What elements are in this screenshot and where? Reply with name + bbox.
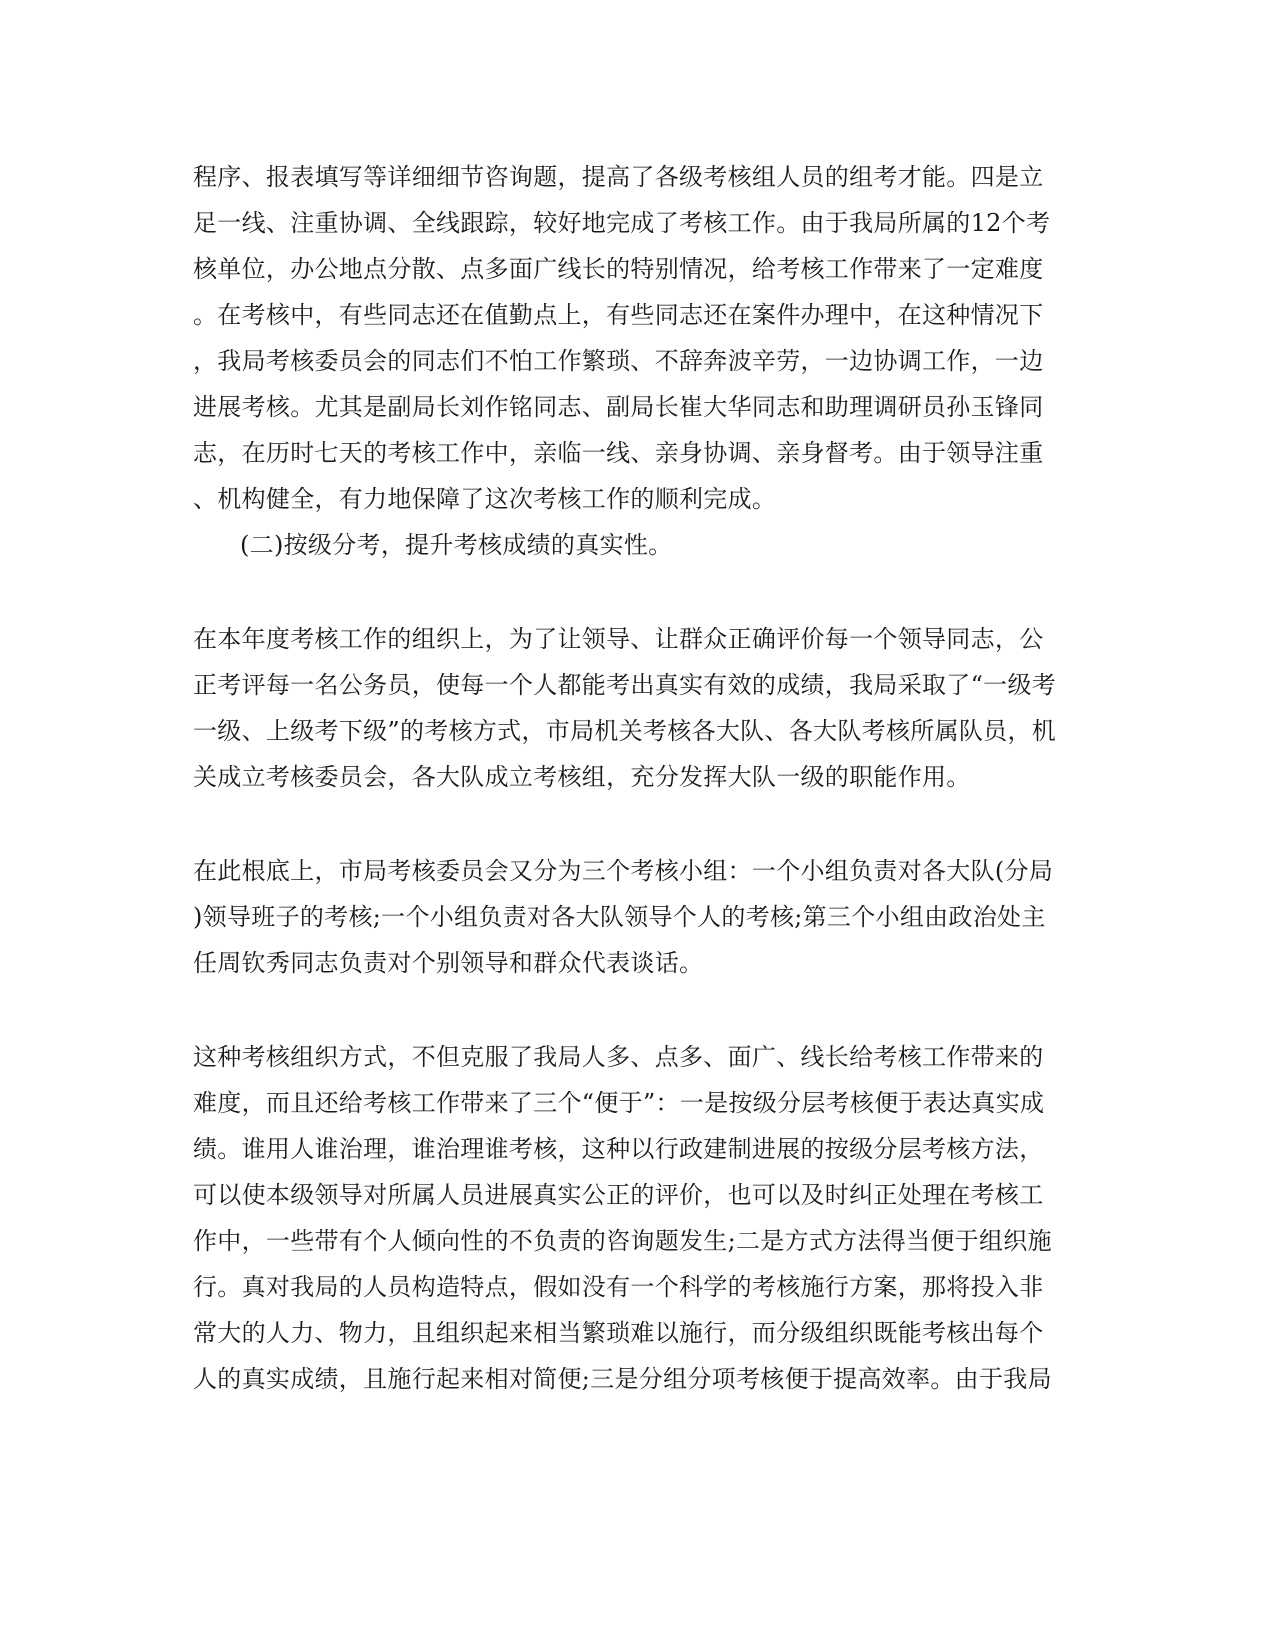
text-line: 在本年度考核工作的组织上，为了让领导、让群众正确评价每一个领导同志，公 bbox=[193, 625, 1044, 653]
text-line: 一级、上级考下级”的考核方式，市局机关考核各大队、各大队考核所属队员，机 bbox=[193, 717, 1057, 745]
text-line: 志，在历时七天的考核工作中，亲临一线、亲身协调、亲身督考。由于领导注重 bbox=[193, 439, 1044, 467]
text-line: 关成立考核委员会，各大队成立考核组，充分发挥大队一级的职能作用。 bbox=[193, 763, 971, 791]
text-line: 足一线、注重协调、全线跟踪，较好地完成了考核工作。由于我局所属的12个考 bbox=[193, 209, 1051, 237]
text-line: 可以使本级领导对所属人员进展真实公正的评价，也可以及时纠正处理在考核工 bbox=[193, 1181, 1044, 1209]
text-line: 核单位，办公地点分散、点多面广线长的特别情况，给考核工作带来了一定难度 bbox=[193, 255, 1044, 283]
text-line: 行。真对我局的人员构造特点，假如没有一个科学的考核施行方案，那将投入非 bbox=[193, 1273, 1044, 1301]
text-line: 。在考核中，有些同志还在值勤点上，有些同志还在案件办理中，在这种情况下 bbox=[193, 301, 1044, 329]
text-line: 作中，一些带有个人倾向性的不负责的咨询题发生;二是方式方法得当便于组织施 bbox=[193, 1227, 1052, 1255]
text-line: 常大的人力、物力，且组织起来相当繁琐难以施行，而分级组织既能考核出每个 bbox=[193, 1319, 1044, 1347]
text-line: 正考评每一名公务员，使每一个人都能考出真实有效的成绩，我局采取了“一级考 bbox=[193, 671, 1057, 699]
text-line: 绩。谁用人谁治理，谁治理谁考核，这种以行政建制进展的按级分层考核方法， bbox=[193, 1135, 1044, 1163]
text-line: 、机构健全，有力地保障了这次考核工作的顺利完成。 bbox=[193, 485, 777, 513]
text-line: 这种考核组织方式，不但克服了我局人多、点多、面广、线长给考核工作带来的 bbox=[193, 1043, 1044, 1071]
text-line: )领导班子的考核;一个小组负责对各大队领导个人的考核;第三个小组由政治处主 bbox=[193, 903, 1046, 931]
text-line: ，我局考核委员会的同志们不怕工作繁琐、不辞奔波辛劳，一边协调工作，一边 bbox=[193, 347, 1044, 375]
text-line: 人的真实成绩，且施行起来相对简便;三是分组分项考核便于提高效率。由于我局 bbox=[193, 1365, 1052, 1393]
text-line: 进展考核。尤其是副局长刘作铭同志、副局长崔大华同志和助理调研员孙玉锋同 bbox=[193, 393, 1044, 421]
section-heading: (二)按级分考，提升考核成绩的真实性。 bbox=[240, 531, 673, 559]
text-line: 在此根底上，市局考核委员会又分为三个考核小组：一个小组负责对各大队(分局 bbox=[193, 857, 1054, 885]
text-line: 难度，而且还给考核工作带来了三个“便于”：一是按级分层考核便于表达真实成 bbox=[193, 1089, 1045, 1117]
text-line: 程序、报表填写等详细细节咨询题，提高了各级考核组人员的组考才能。四是立 bbox=[193, 163, 1044, 191]
text-line: 任周钦秀同志负责对个别领导和群众代表谈话。 bbox=[193, 949, 704, 977]
